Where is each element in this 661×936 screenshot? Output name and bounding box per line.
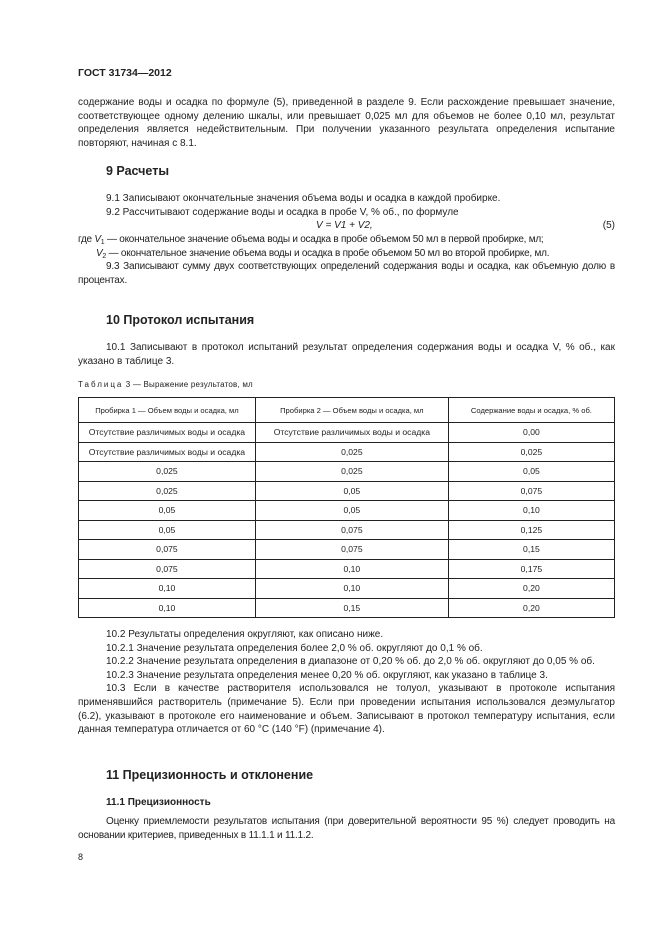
table-label: Таблица — [78, 380, 124, 389]
intro-paragraph: содержание воды и осадка по формуле (5), приведенной в разделе 9. Если расхождение превышает значение, соответствующее одному делению шкалы, или превышает 0,025 мл для объемов не более 0,10 мл, результат определения является недействительным. При получении указанного результата определения испытание повторяют, начиная с 8.1. — [78, 97, 615, 149]
para-9-3: 9.3 Записывают сумму двух соответствующих определений содержания воды и осадка, как объемную долю в процентах. — [78, 261, 615, 286]
section-9-body — [78, 192, 615, 288]
results-table — [78, 397, 615, 618]
para-10-2-1: 10.2.1 Значение результата определения более 2,0 % об. округляют до 0,1 % об. — [106, 642, 483, 654]
table-row — [79, 462, 615, 482]
table-row — [79, 598, 615, 618]
table-cell: 0,075 — [79, 559, 256, 579]
table-row — [79, 481, 615, 501]
header-cell: Содержание воды и осадка, % об. — [448, 398, 614, 423]
table-cell: 0,15 — [448, 540, 614, 560]
para-10-3: 10.3 Если в качестве растворителя использовался не толуол, указывают в протоколе испытания применявшийся растворитель (примечание 5). Если при проведении испытания использовался деэмульгатор (6.2), указывают в протоколе его наименование и объем. Записывают в протокол температуру испытания, если данная температура отличается от 60 °C (140 °F) (примечание 4). — [78, 683, 615, 736]
results-table-wrap — [78, 397, 615, 618]
table-cell: 0,025 — [448, 442, 614, 462]
table-cell: 0,15 — [255, 598, 448, 618]
header-cell: Пробирка 1 — Объем воды и осадка, мл — [79, 398, 256, 423]
table-row — [79, 559, 615, 579]
table-cell: 0,20 — [448, 579, 614, 599]
table-cell: 0,10 — [255, 559, 448, 579]
table-header-row — [79, 398, 615, 423]
table-caption — [78, 380, 615, 389]
table-cell: 0,075 — [448, 481, 614, 501]
table-cell: 0,075 — [79, 540, 256, 560]
section-10-title: 10 Протокол испытания — [106, 313, 255, 327]
table-cell: 0,05 — [448, 462, 614, 482]
page-number: 8 — [78, 852, 84, 862]
table-cell: 0,10 — [79, 598, 256, 618]
para-9-1: 9.1 Записывают окончательные значения объема воды и осадка в каждой пробирке. — [106, 193, 501, 204]
table-cell: 0,075 — [255, 520, 448, 540]
document-header: ГОСТ 31734—2012 — [78, 67, 172, 79]
section-11-title: 11 Прецизионность и отклонение — [106, 768, 314, 782]
table-row — [79, 579, 615, 599]
table-row — [79, 423, 615, 443]
table-caption-text: 3 — Выражение результатов, мл — [123, 380, 253, 389]
para-10-2: 10.2 Результаты определения округляют, как описано ниже. — [106, 629, 384, 640]
table-row — [79, 442, 615, 462]
table-cell: 0,10 — [255, 579, 448, 599]
formula-number: (5) — [602, 220, 615, 232]
table-cell: 0,175 — [448, 559, 614, 579]
table-cell: 0,05 — [255, 481, 448, 501]
table-cell: 0,05 — [79, 501, 256, 521]
section-10-cont — [78, 628, 615, 737]
para-11-1: Оценку приемлемости результатов испытания (при доверительной вероятности 95 %) следует проводить на основании критериев, приведенных в 11.1.1 и 11.1.2. — [78, 816, 615, 841]
table-cell: Отсутствие различимых воды и осадка — [79, 423, 256, 443]
table-cell: 0,10 — [448, 501, 614, 521]
table-cell: 0,125 — [448, 520, 614, 540]
formula-5 — [78, 219, 615, 233]
para-9-2: 9.2 Рассчитывают содержание воды и осадка в пробе V, % об., по формуле — [106, 206, 459, 218]
table-row — [79, 501, 615, 521]
where-v1: где $V_1$ — окончательное значение объема воды и осадка в пробе объемом 50 мл в первой пробирке, мл; — [78, 234, 544, 247]
para-10-1: 10.1 Записывают в протокол испытаний результат определения содержания воды и осадка V, % об., как указано в таблице 3. — [78, 342, 615, 367]
table-cell: 0,05 — [79, 520, 256, 540]
table-cell: 0,025 — [255, 462, 448, 482]
table-cell: 0,05 — [255, 501, 448, 521]
section-11-1-title: 11.1 Прецизионность — [106, 797, 211, 808]
para-10-2-3: 10.2.3 Значение результата определения менее 0,20 % об. округляют, как указано в таблице 3. — [106, 669, 548, 681]
header-cell: Пробирка 2 — Объем воды и осадка, мл — [255, 398, 448, 423]
table-cell: 0,20 — [448, 598, 614, 618]
table-row — [79, 520, 615, 540]
where-v2: $V_2$ — окончательное значение объема воды и осадка в пробе объемом 50 мл во второй пробирке, мл. — [96, 247, 550, 260]
table-cell: 0,075 — [255, 540, 448, 560]
para-10-2-2: 10.2.2 Значение результата определения в диапазоне от 0,20 % об. до 2,0 % об. округляют до 0,05 % об. — [106, 656, 595, 668]
section-9-title: 9 Расчеты — [106, 164, 170, 178]
table-cell: 0,00 — [448, 423, 614, 443]
table-cell: 0,10 — [79, 579, 256, 599]
table-cell: Отсутствие различимых воды и осадка — [255, 423, 448, 443]
table-cell: 0,025 — [79, 462, 256, 482]
table-cell: Отсутствие различимых воды и осадка — [79, 442, 256, 462]
table-cell: 0,025 — [255, 442, 448, 462]
table-cell: 0,025 — [79, 481, 256, 501]
table-row — [79, 540, 615, 560]
formula: V = V1 + V2, — [316, 220, 373, 232]
